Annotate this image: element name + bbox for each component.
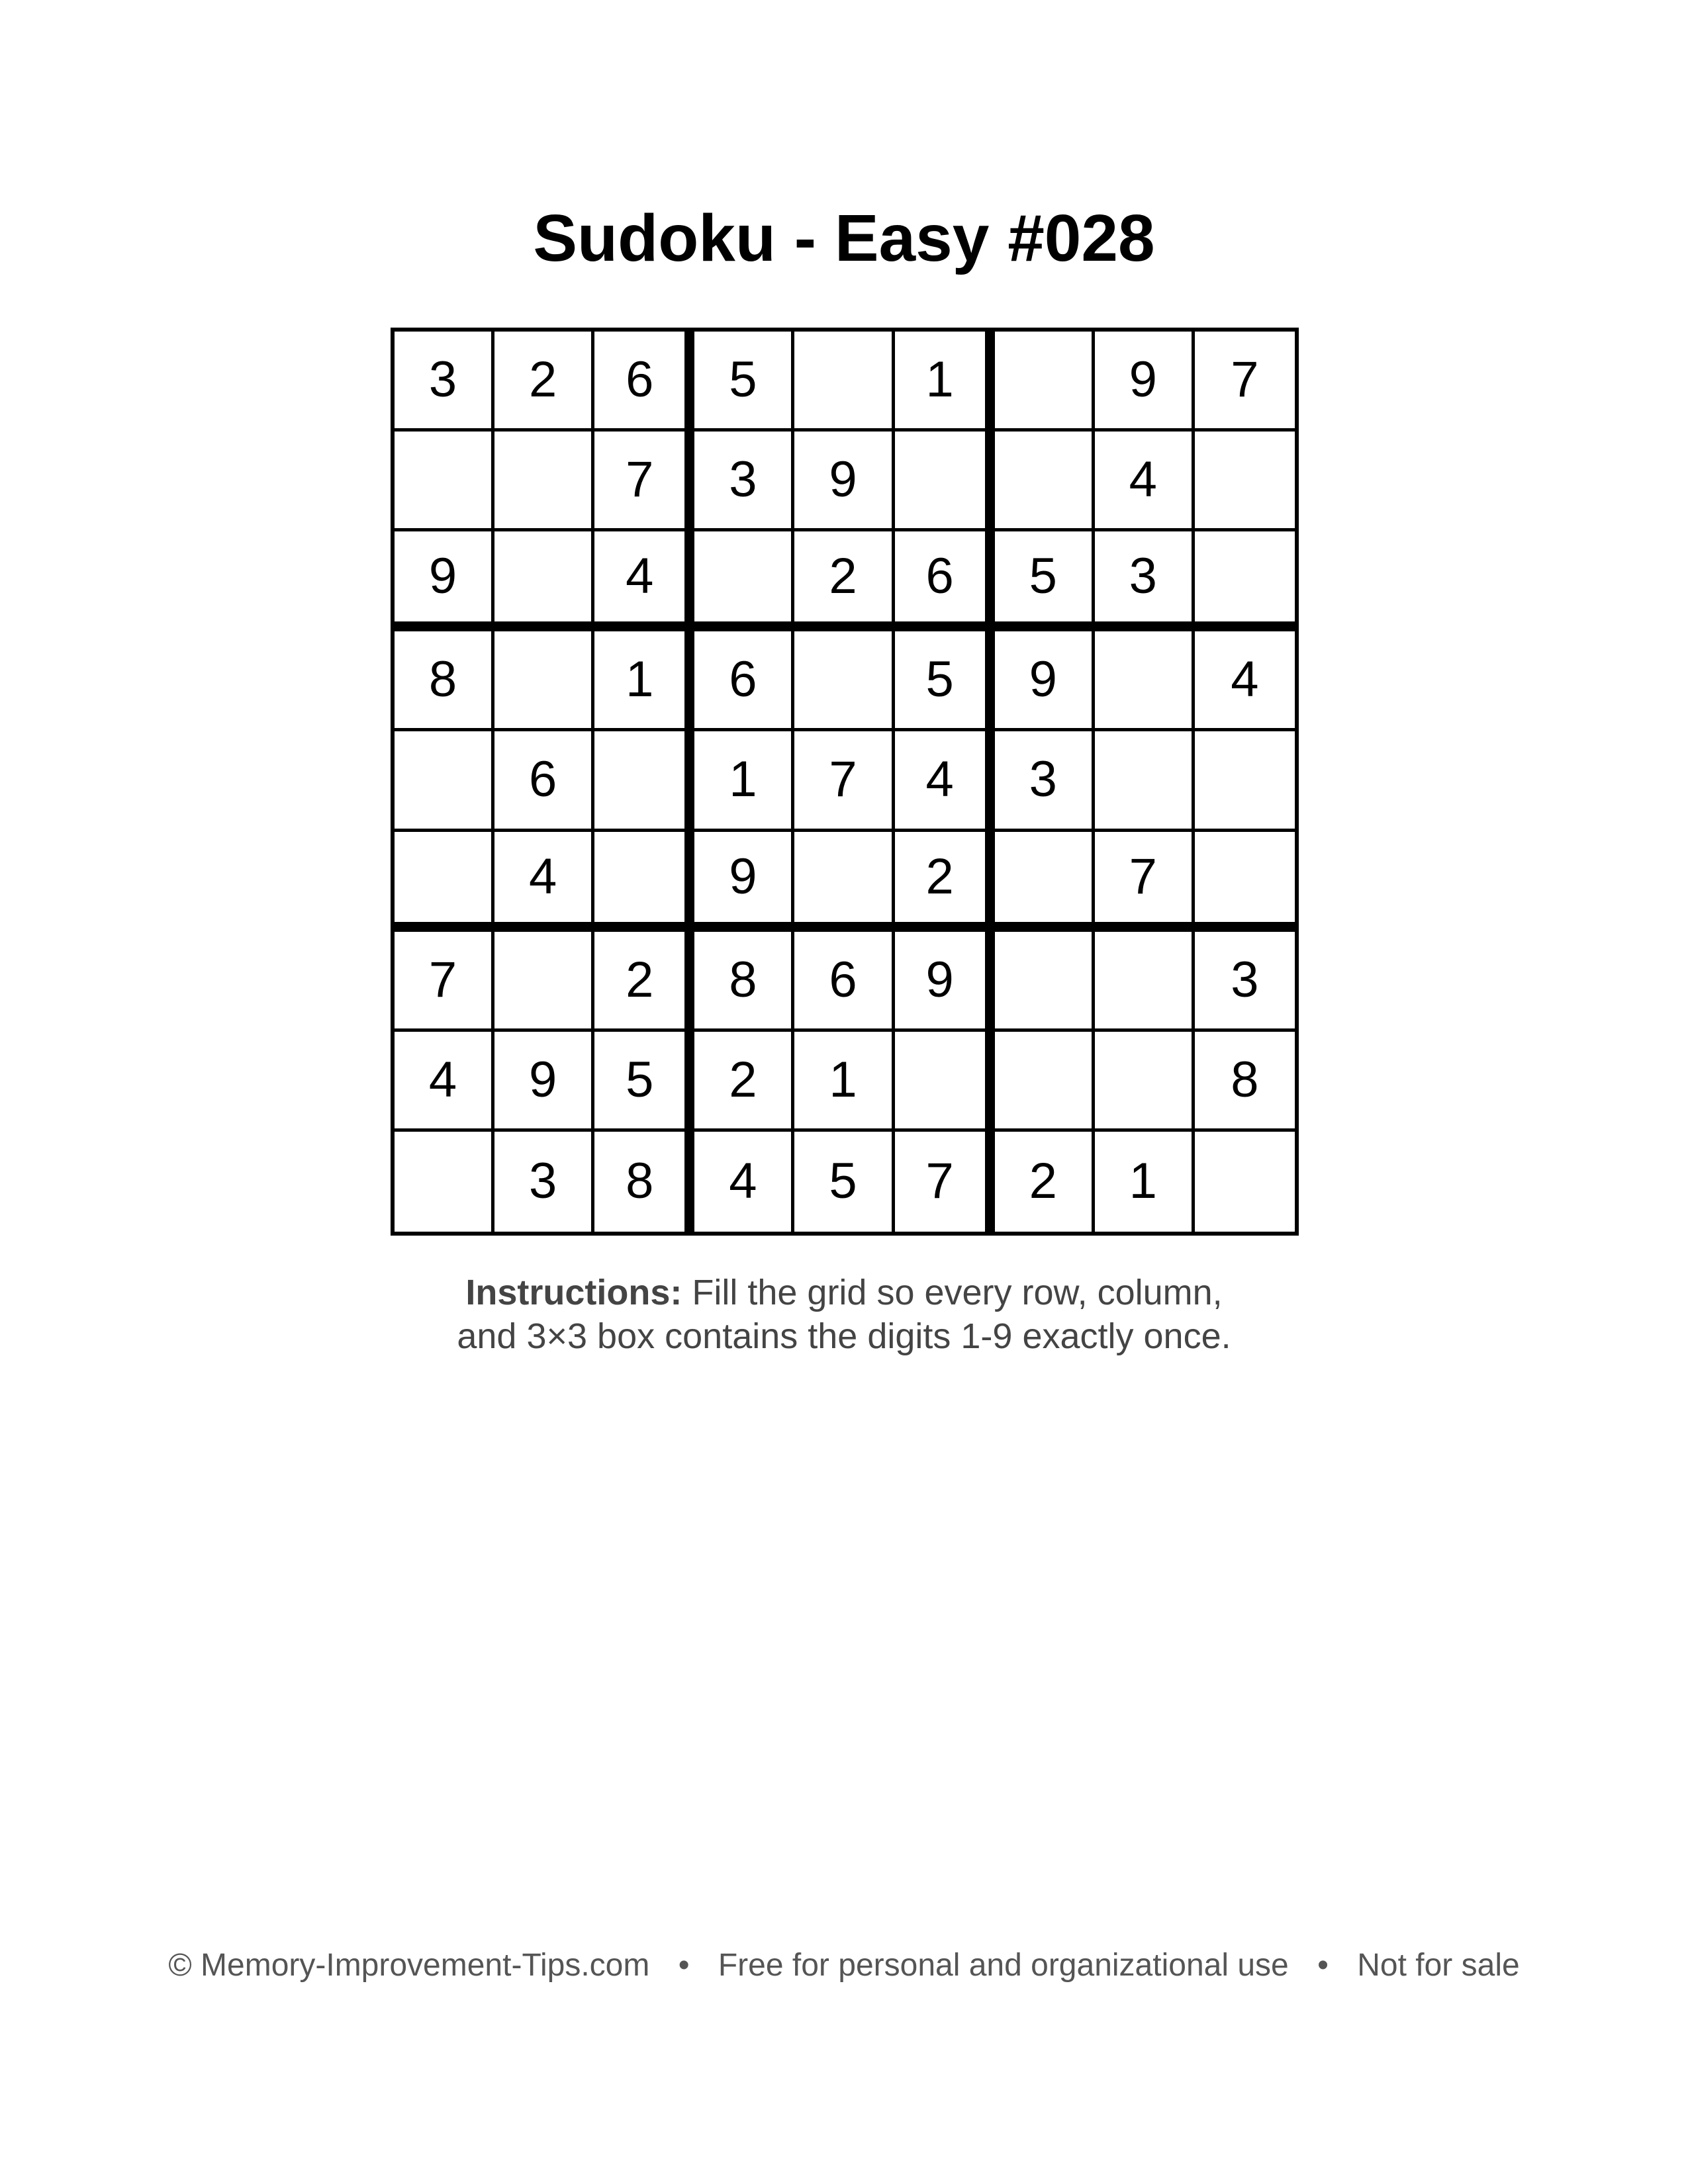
footer — [0, 1946, 1688, 1985]
given-cell: 9 — [895, 932, 995, 1032]
footer-sale-notice: Not for sale — [1357, 1948, 1520, 1983]
empty-cell[interactable] — [995, 932, 1095, 1032]
empty-cell[interactable] — [1195, 731, 1295, 831]
given-cell: 3 — [1095, 531, 1195, 631]
given-cell: 4 — [395, 1032, 494, 1132]
given-cell: 1 — [1095, 1132, 1195, 1232]
given-cell: 5 — [794, 1132, 894, 1232]
empty-cell[interactable] — [494, 531, 594, 631]
empty-cell[interactable] — [395, 1132, 494, 1232]
page-title: Sudoku - Easy #028 — [533, 201, 1155, 275]
given-cell: 7 — [1095, 832, 1195, 932]
instructions-text-2: and 3×3 box contains the digits 1-9 exactly once. — [457, 1316, 1231, 1356]
given-cell: 6 — [895, 531, 995, 631]
footer-separator-1: • — [678, 1948, 690, 1983]
empty-cell[interactable] — [1095, 631, 1195, 731]
empty-cell[interactable] — [694, 531, 794, 631]
given-cell: 4 — [594, 531, 694, 631]
empty-cell[interactable] — [995, 332, 1095, 432]
empty-cell[interactable] — [1095, 932, 1195, 1032]
given-cell: 4 — [895, 731, 995, 831]
given-cell: 2 — [694, 1032, 794, 1132]
given-cell: 6 — [594, 332, 694, 432]
given-cell: 2 — [794, 531, 894, 631]
given-cell: 5 — [594, 1032, 694, 1132]
empty-cell[interactable] — [494, 932, 594, 1032]
given-cell: 6 — [794, 932, 894, 1032]
given-cell: 8 — [594, 1132, 694, 1232]
given-cell: 9 — [995, 631, 1095, 731]
empty-cell[interactable] — [895, 1032, 995, 1132]
empty-cell[interactable] — [594, 731, 694, 831]
given-cell: 5 — [694, 332, 794, 432]
given-cell: 9 — [395, 531, 494, 631]
empty-cell[interactable] — [395, 432, 494, 531]
instructions-label: Instructions: — [465, 1273, 682, 1312]
given-cell: 3 — [694, 432, 794, 531]
given-cell: 9 — [794, 432, 894, 531]
empty-cell[interactable] — [794, 332, 894, 432]
empty-cell[interactable] — [995, 1032, 1095, 1132]
given-cell: 8 — [395, 631, 494, 731]
empty-cell[interactable] — [1195, 531, 1295, 631]
given-cell: 7 — [895, 1132, 995, 1232]
empty-cell[interactable] — [794, 832, 894, 932]
given-cell: 3 — [1195, 932, 1295, 1032]
empty-cell[interactable] — [995, 432, 1095, 531]
given-cell: 3 — [395, 332, 494, 432]
given-cell: 9 — [494, 1032, 594, 1132]
given-cell: 2 — [995, 1132, 1095, 1232]
instructions — [0, 1271, 1688, 1358]
given-cell: 5 — [995, 531, 1095, 631]
given-cell: 7 — [1195, 332, 1295, 432]
given-cell: 1 — [895, 332, 995, 432]
instructions-line-1 — [0, 1271, 1688, 1314]
given-cell: 4 — [494, 832, 594, 932]
given-cell: 1 — [794, 1032, 894, 1132]
given-cell: 7 — [794, 731, 894, 831]
given-cell: 1 — [694, 731, 794, 831]
empty-cell[interactable] — [494, 631, 594, 731]
instructions-text-1: Fill the grid so every row, column, — [692, 1273, 1223, 1312]
given-cell: 6 — [494, 731, 594, 831]
footer-separator-2: • — [1317, 1948, 1329, 1983]
given-cell: 8 — [1195, 1032, 1295, 1132]
given-cell: 9 — [694, 832, 794, 932]
given-cell: 3 — [494, 1132, 594, 1232]
footer-copyright: © Memory-Improvement-Tips.com — [168, 1948, 650, 1983]
given-cell: 4 — [1195, 631, 1295, 731]
footer-usage: Free for personal and organizational use — [718, 1948, 1289, 1983]
empty-cell[interactable] — [1095, 1032, 1195, 1132]
given-cell: 2 — [494, 332, 594, 432]
empty-cell[interactable] — [494, 432, 594, 531]
given-cell: 4 — [1095, 432, 1195, 531]
given-cell: 9 — [1095, 332, 1195, 432]
empty-cell[interactable] — [395, 731, 494, 831]
empty-cell[interactable] — [1195, 1132, 1295, 1232]
given-cell: 2 — [895, 832, 995, 932]
given-cell: 7 — [594, 432, 694, 531]
empty-cell[interactable] — [1095, 731, 1195, 831]
sudoku-grid — [391, 328, 1299, 1236]
given-cell: 1 — [594, 631, 694, 731]
given-cell: 8 — [694, 932, 794, 1032]
empty-cell[interactable] — [995, 832, 1095, 932]
given-cell: 4 — [694, 1132, 794, 1232]
empty-cell[interactable] — [1195, 832, 1295, 932]
empty-cell[interactable] — [794, 631, 894, 731]
empty-cell[interactable] — [594, 832, 694, 932]
given-cell: 6 — [694, 631, 794, 731]
given-cell: 2 — [594, 932, 694, 1032]
given-cell: 3 — [995, 731, 1095, 831]
empty-cell[interactable] — [1195, 432, 1295, 531]
empty-cell[interactable] — [395, 832, 494, 932]
given-cell: 5 — [895, 631, 995, 731]
given-cell: 7 — [395, 932, 494, 1032]
empty-cell[interactable] — [895, 432, 995, 531]
